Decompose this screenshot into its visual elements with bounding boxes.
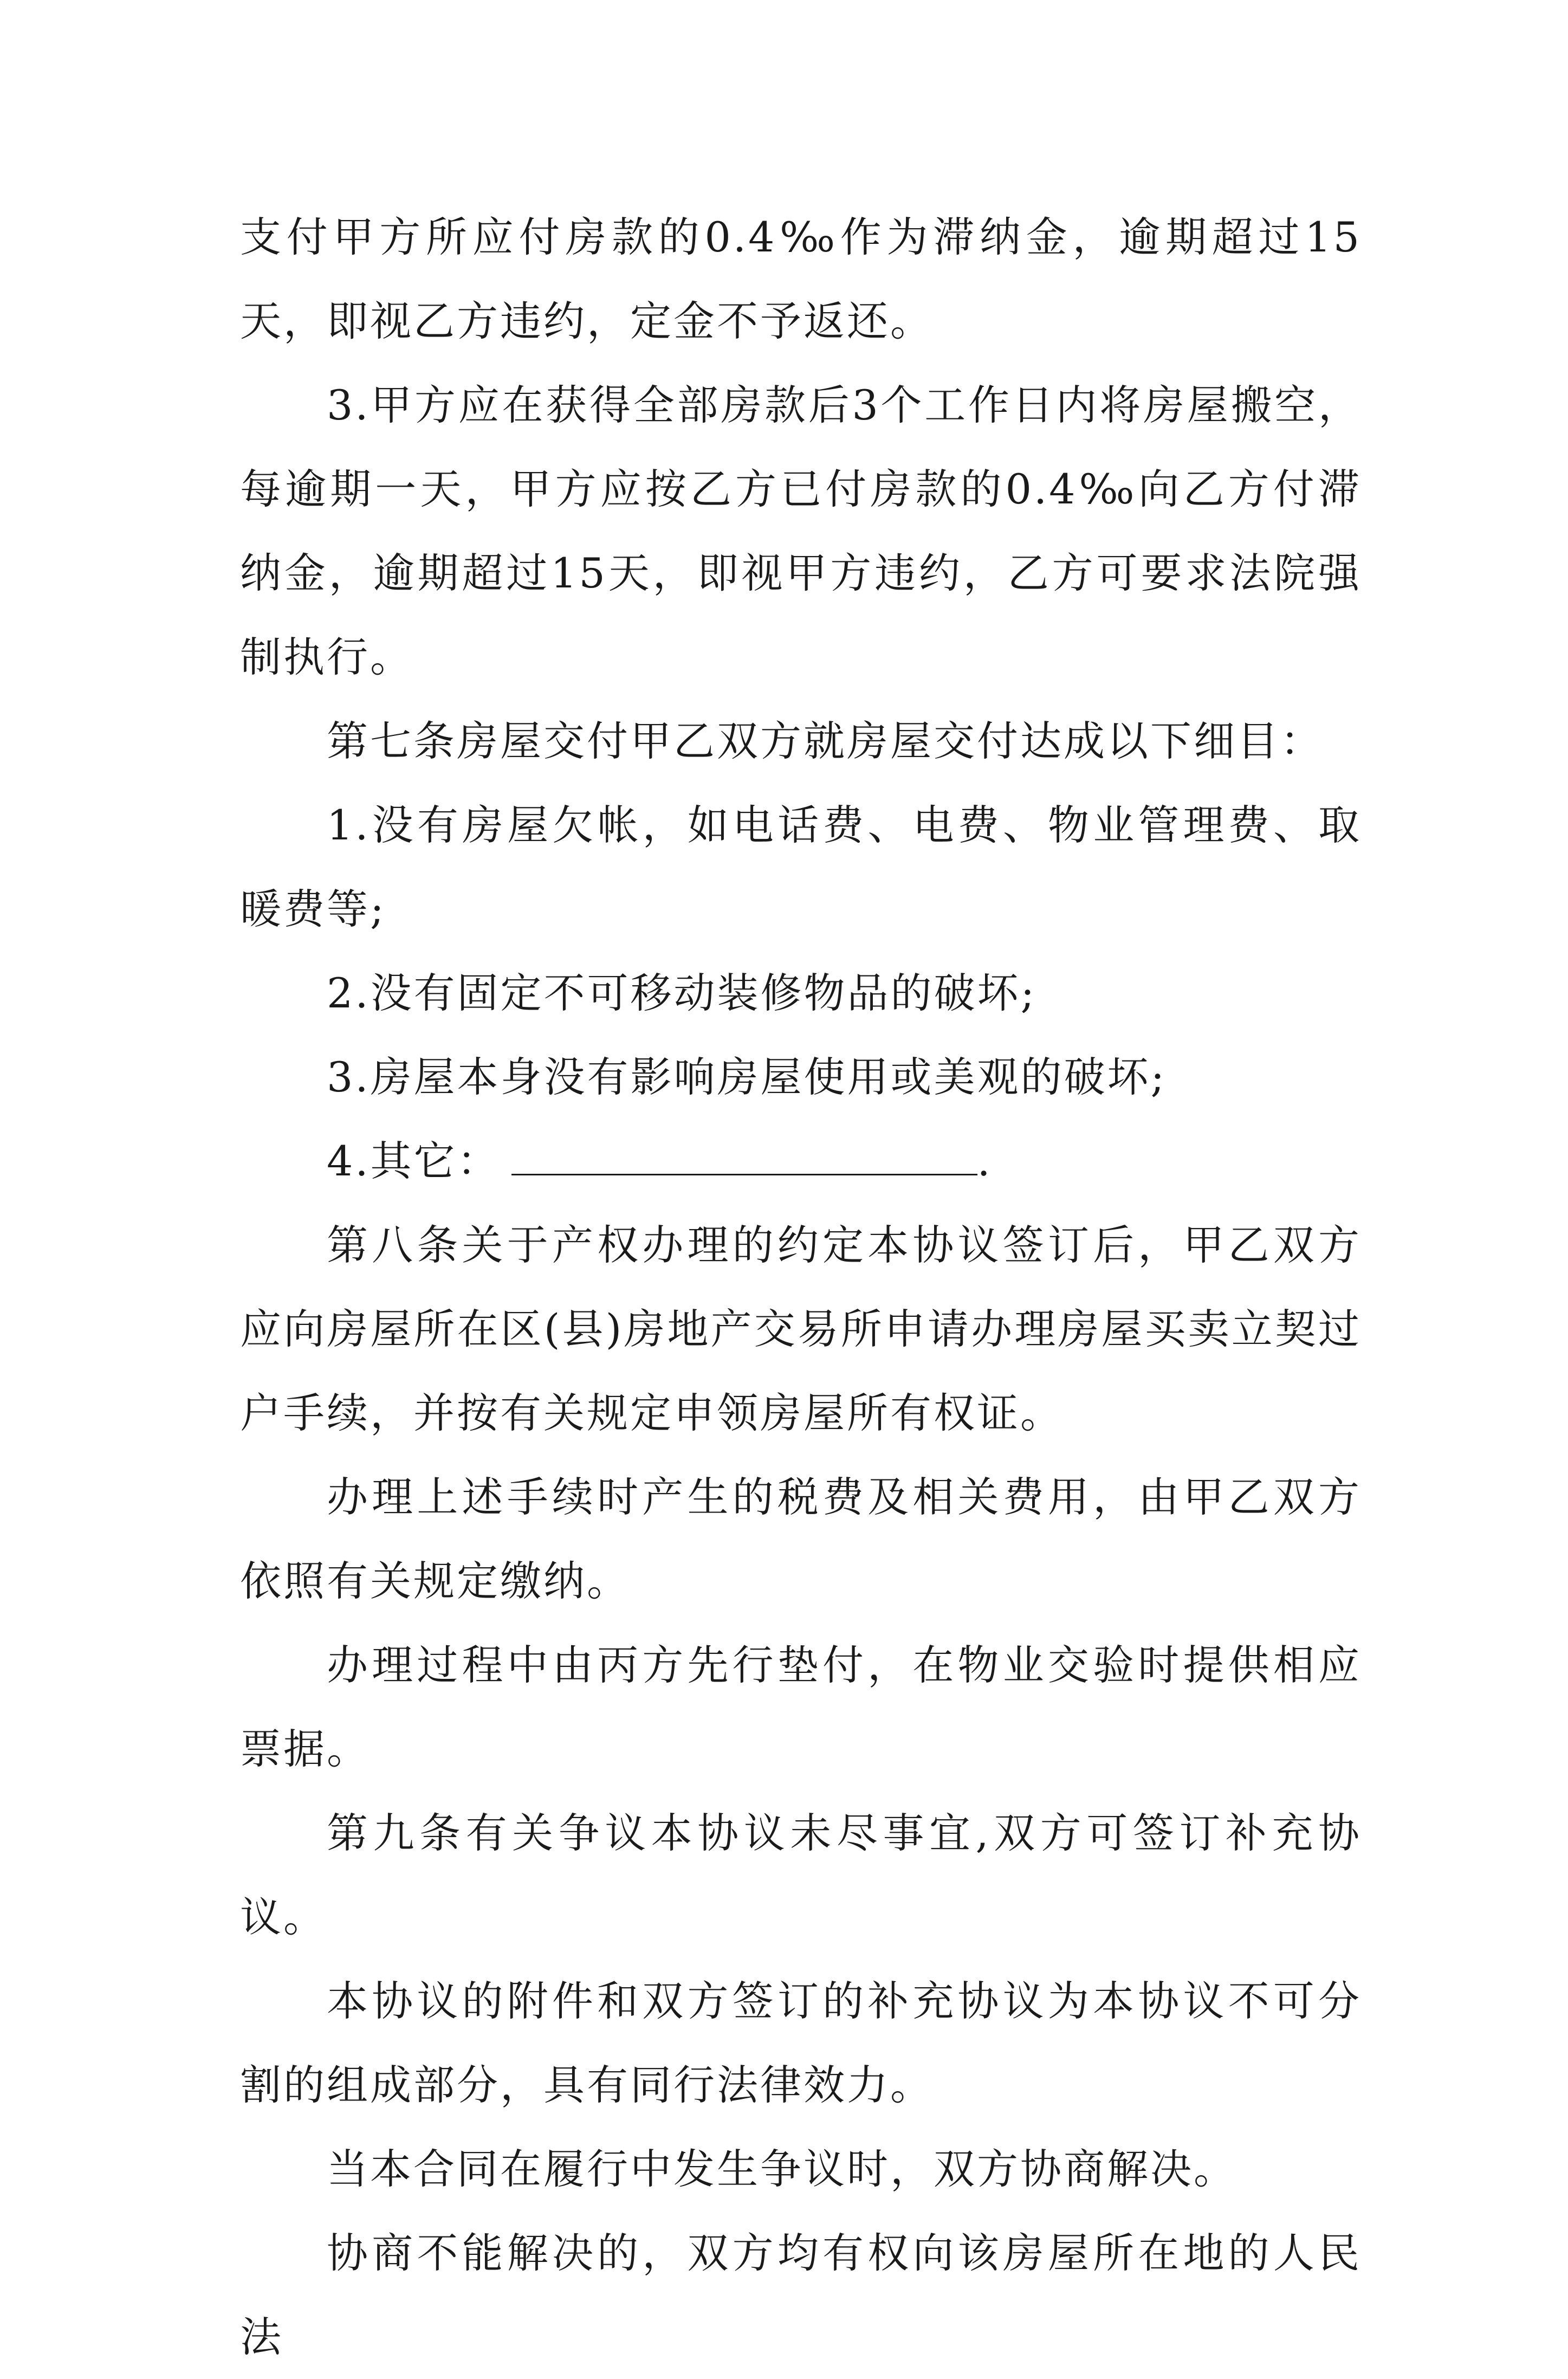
paragraph-taxes: 办理上述手续时产生的税费及相关费用，由甲乙双方依照有关规定缴纳。 [240, 1473, 1362, 1605]
paragraph-dispute: 当本合同在履行中发生争议时，双方协商解决。 [327, 2145, 1237, 2193]
fill-in-blank-line [511, 1137, 977, 1175]
paragraph-item-1: 1.没有房屋欠帐，如电话费、电费、物业管理费、取暖费等; [240, 801, 1362, 933]
document-body [240, 195, 1362, 2379]
item-4-label: 4.其它： [327, 1137, 501, 1185]
paragraph-item-3: 3.房屋本身没有影响房屋使用或美观的破坏; [327, 1053, 1167, 1101]
paragraph-article-9: 第九条有关争议本协议未尽事宜,双方可签订补充协议。 [240, 1809, 1362, 1941]
paragraph-annex: 本协议的附件和双方签订的补充协议为本协议不可分割的组成部分，具有同行法律效力。 [240, 1977, 1362, 2109]
paragraph-court: 协商不能解决的，双方均有权向该房屋所在地的人民法 [240, 2229, 1362, 2361]
paragraph-item-2: 2.没有固定不可移动装修物品的破坏; [327, 969, 1037, 1017]
paragraph-article-8: 第八条关于产权办理的约定本协议签订后，甲乙双方应向房屋所在区(县)房地产交易所申请办理房屋买卖立契过户手续，并按有关规定申领房屋所有权证。 [240, 1221, 1362, 1437]
paragraph-late-fee-buyer: 支付甲方所应付房款的0.4‰作为滞纳金，逾期超过15天，即视乙方违约，定金不予返还。 [240, 213, 1362, 345]
paragraph-article-7: 第七条房屋交付甲乙双方就房屋交付达成以下细目： [327, 717, 1324, 765]
paragraph-clause-3: 3.甲方应在获得全部房款后3个工作日内将房屋搬空，每逾期一天，甲方应按乙方已付房款的0.4‰向乙方付滞纳金，逾期超过15天，即视甲方违约，乙方可要求法院强制执行。 [240, 381, 1362, 681]
paragraph-advance-payment: 办理过程中由丙方先行垫付，在物业交验时提供相应票据。 [240, 1641, 1362, 1773]
paragraph-item-4 [240, 1119, 1362, 1203]
item-4-end: . [977, 1137, 993, 1185]
